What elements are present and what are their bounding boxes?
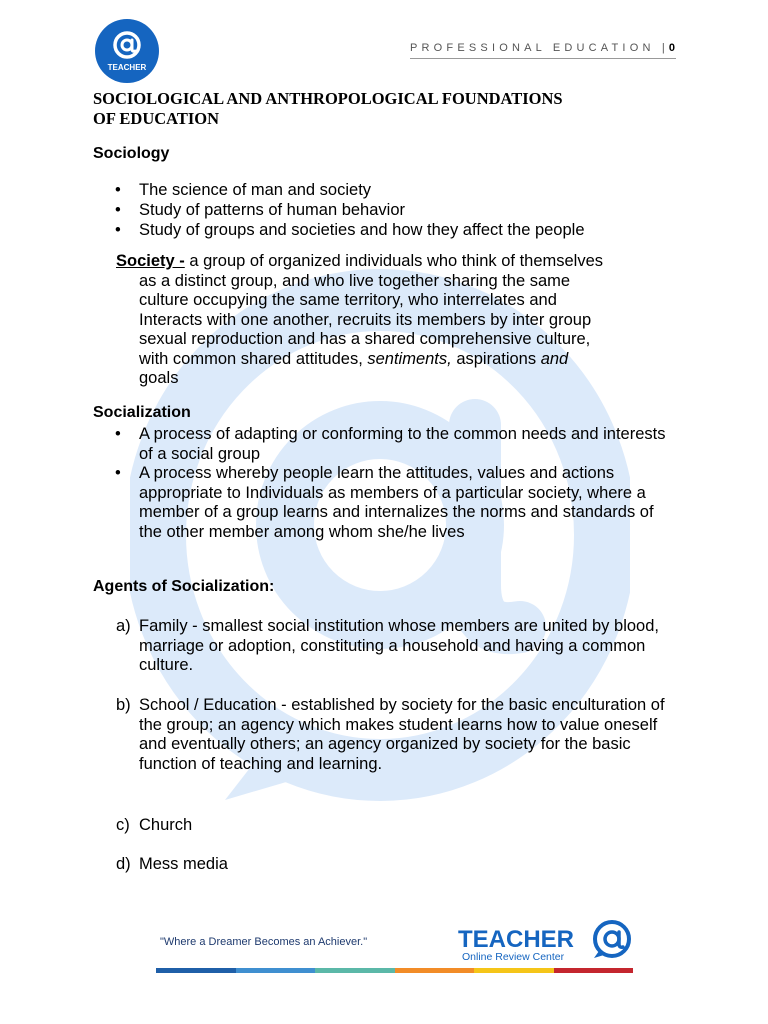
agents-list <box>116 696 686 774</box>
list-item: c) Church <box>116 816 193 834</box>
color-stripe <box>156 968 236 973</box>
society-term: Society - <box>116 252 185 270</box>
title-line-2: OF EDUCATION <box>93 109 220 128</box>
agents-list <box>116 617 686 676</box>
list-item: b) School / Education - established by society for the basic enculturation of the group; an agency which makes student learns how to value oneself and eventually others; an agency organized by society for the basic function of teaching and learning. <box>116 696 665 773</box>
agents-heading: Agents of Socialization: <box>93 578 275 595</box>
page-number: 0 <box>668 42 676 54</box>
agents-list <box>116 816 686 836</box>
society-definition <box>116 252 676 389</box>
logo-text: TEACHER <box>107 63 147 72</box>
footer-brand-text: TEACHER <box>458 926 575 953</box>
society-line: with common shared attitudes, sentiments, aspirations and <box>139 349 569 368</box>
list-item: • Study of patterns of human behavior <box>113 200 693 220</box>
sociology-heading: Sociology <box>93 145 170 162</box>
color-stripe <box>554 968 634 973</box>
running-title: PROFESSIONAL EDUCATION | <box>410 42 669 54</box>
footer-brand-subtext: Online Review Center <box>462 951 565 963</box>
list-item: • Study of groups and societies and how they affect the people <box>113 220 693 240</box>
sociology-bullet-list <box>113 180 693 240</box>
society-line: Interacts with one another, recruits its members by inter group <box>139 310 592 329</box>
running-header <box>410 42 675 54</box>
society-line: sexual reproduction and has a shared comprehensive culture, <box>139 330 591 348</box>
socialization-heading: Socialization <box>93 404 191 421</box>
color-stripe <box>315 968 395 973</box>
socialization-bullet-list <box>113 425 673 542</box>
agents-list <box>116 855 686 875</box>
list-item: • A process whereby people learn the attitudes, values and actions appropriate to Individuals as members of a particular society, where a member of a group learns and internalizes the norms and standards of the other member among whom she/he lives <box>113 464 673 542</box>
society-line: culture occupying the same territory, who interrelates and <box>139 291 557 309</box>
list-item: d) Mess media <box>116 855 228 873</box>
list-item: a) Family - smallest social institution whose members are united by blood, marriage or adoption, constituting a household and having a common culture. <box>116 617 659 674</box>
list-item: • A process of adapting or conforming to the common needs and interests of a social group <box>113 425 673 464</box>
footer-tagline: "Where a Dreamer Becomes an Achiever." <box>160 936 368 948</box>
header-divider <box>410 58 676 59</box>
list-item: • The science of man and society <box>113 180 693 200</box>
color-stripe <box>474 968 554 973</box>
society-line: goals <box>139 369 179 387</box>
footer-brand-logo <box>458 918 638 966</box>
footer-color-bar <box>156 968 633 973</box>
color-stripe <box>395 968 475 973</box>
teacher-logo-icon <box>94 18 160 84</box>
society-line: as a distinct group, and who live together sharing the same <box>139 271 571 290</box>
document-title <box>93 89 653 129</box>
footer-at-icon <box>594 922 629 958</box>
color-stripe <box>236 968 316 973</box>
society-first-line: a group of organized individuals who think of themselves <box>184 252 604 270</box>
title-line-1: SOCIOLOGICAL AND ANTHROPOLOGICAL FOUNDATIONS <box>93 89 563 108</box>
